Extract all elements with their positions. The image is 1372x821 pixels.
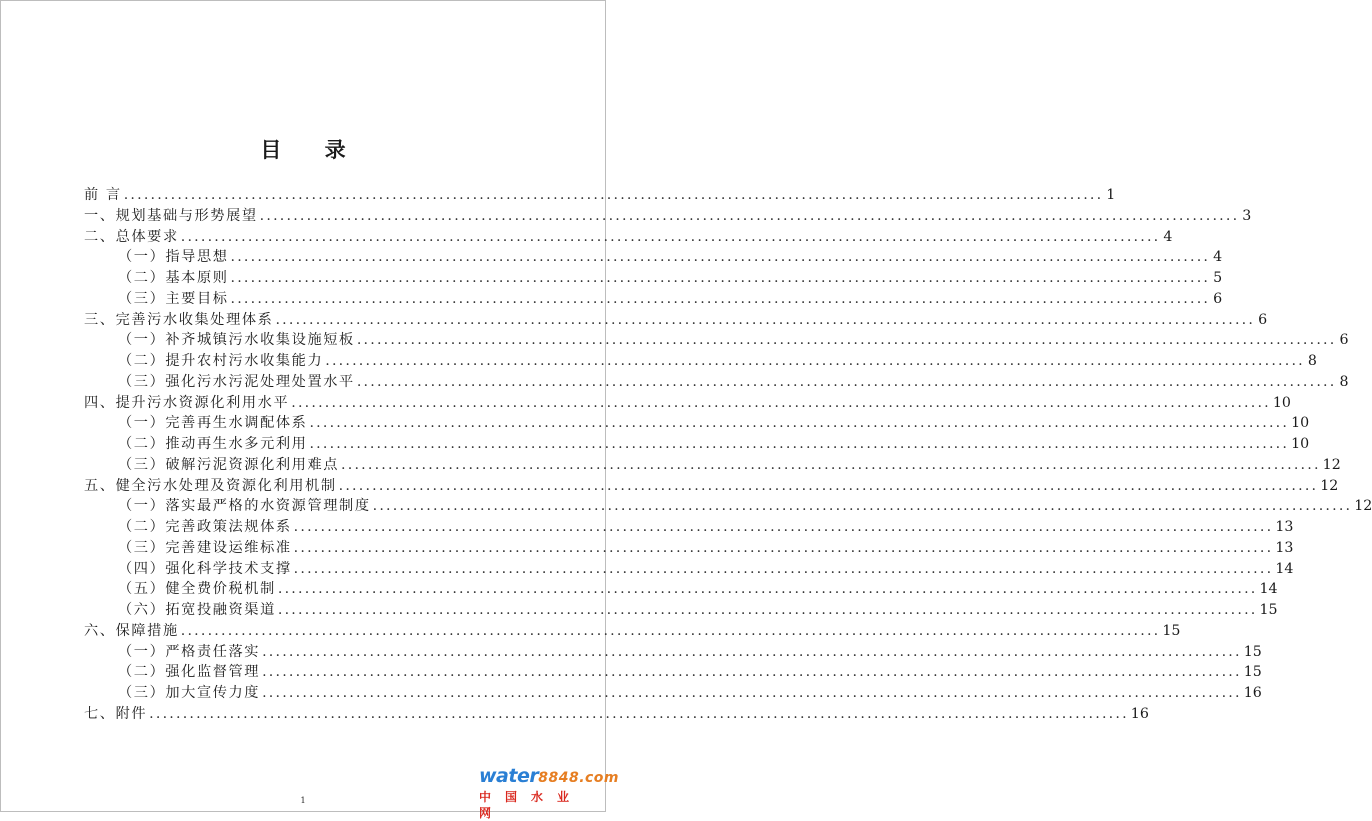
toc-entry-page: 10 [1272, 394, 1291, 411]
toc-leader-dots [357, 374, 1337, 390]
toc-leader-dots [181, 623, 1161, 639]
toc-leader-dots [231, 291, 1211, 307]
toc-entry-label: （三）完善建设运维标准 [118, 539, 292, 556]
logo-number: 8848 [538, 770, 580, 786]
toc-entry-page: 14 [1259, 581, 1278, 598]
toc-entry-label: （三）强化污水污泥处理处置水平 [118, 373, 355, 390]
toc-leader-dots [339, 478, 1319, 494]
toc-entry[interactable] [84, 226, 1173, 247]
toc-entry[interactable] [84, 412, 1310, 433]
toc-leader-dots [231, 270, 1211, 286]
toc-entry-page: 13 [1275, 539, 1294, 556]
toc-entry[interactable] [84, 309, 1268, 330]
toc-leader-dots [294, 519, 1274, 535]
toc-entry-page: 15 [1162, 622, 1181, 639]
toc-entry-page: 16 [1243, 685, 1262, 701]
toc-entry-page: 4 [1163, 228, 1173, 245]
toc-entry-label: （二）强化监督管理 [118, 664, 261, 681]
toc-entry[interactable] [84, 205, 1252, 226]
toc-entry-page: 6 [1213, 290, 1223, 307]
toc-entry-page: 3 [1242, 207, 1252, 224]
toc-leader-dots [278, 602, 1258, 618]
toc-leader-dots [149, 706, 1129, 722]
toc-entry-label: 五、健全污水处理及资源化利用机制 [84, 477, 337, 494]
toc-leader-dots [325, 353, 1305, 369]
toc-entry-label: （一）补齐城镇污水收集设施短板 [118, 332, 355, 349]
toc-entry-label: （一）完善再生水调配体系 [118, 415, 308, 432]
toc-leader-dots [291, 395, 1271, 411]
logo-tagline: 中国水业网 [479, 790, 584, 820]
toc-entry-label: （一）落实最严格的水资源管理制度 [118, 498, 371, 515]
toc-entry-page: 15 [1243, 664, 1262, 681]
toc-entry[interactable] [84, 371, 1349, 392]
toc-entry[interactable] [84, 246, 1223, 267]
toc-leader-dots [262, 685, 1242, 701]
toc-entry[interactable] [84, 267, 1223, 288]
toc-entry[interactable] [84, 558, 1294, 579]
toc-entry-label: （一）严格责任落实 [118, 643, 261, 660]
toc-entry-label: （一）指导思想 [118, 249, 229, 266]
toc-leader-dots [181, 229, 1161, 245]
toc-entry-label: （二）完善政策法规体系 [118, 519, 292, 535]
toc-leader-dots [124, 187, 1104, 203]
toc-entry[interactable] [84, 392, 1291, 413]
logo-wordmark [479, 765, 620, 788]
toc-leader-dots [262, 664, 1242, 680]
toc-entry-page: 6 [1339, 332, 1349, 349]
toc-leader-dots [294, 561, 1274, 577]
toc-entry[interactable] [84, 682, 1262, 703]
toc-entry-page: 13 [1275, 519, 1294, 535]
toc-entry[interactable] [84, 350, 1317, 371]
toc-entry-label: （二）基本原则 [118, 270, 229, 286]
toc-entry-label: 一、规划基础与形势展望 [84, 207, 258, 224]
toc-entry[interactable] [84, 599, 1278, 620]
toc-entry-page: 10 [1291, 415, 1310, 432]
toc-leader-dots [309, 415, 1289, 431]
toc-entry[interactable] [84, 433, 1310, 454]
toc-entry-page: 1 [1106, 187, 1116, 203]
toc-entry-page: 10 [1291, 436, 1310, 452]
toc-leader-dots [373, 498, 1353, 514]
toc-leader-dots [231, 249, 1211, 265]
toc-entry[interactable] [84, 703, 1149, 724]
logo-suffix: .com [579, 770, 620, 786]
toc-entry-label: 二、总体要求 [84, 228, 179, 245]
toc-entry[interactable] [84, 184, 1116, 205]
toc-entry-page: 16 [1130, 705, 1149, 722]
toc-leader-dots [275, 312, 1255, 328]
watermark-logo [479, 765, 620, 821]
toc-entry[interactable] [84, 620, 1181, 641]
toc-leader-dots [262, 644, 1242, 660]
toc-entry-page: 15 [1259, 602, 1278, 618]
toc-title: 目 录 [260, 137, 364, 162]
toc-leader-dots [341, 457, 1321, 473]
toc-entry-page: 8 [1307, 353, 1317, 369]
toc-leader-dots [357, 332, 1337, 348]
toc-entry-page: 5 [1213, 270, 1223, 286]
toc-entry[interactable] [84, 516, 1294, 537]
toc-entry-label: 七、附件 [84, 705, 148, 722]
toc-leader-dots [278, 581, 1258, 597]
toc-entry-page: 12 [1322, 456, 1341, 473]
toc-entry[interactable] [84, 475, 1339, 496]
toc-entry[interactable] [84, 641, 1262, 662]
toc-entry-label: 三、完善污水收集处理体系 [84, 311, 274, 328]
toc-entry[interactable] [84, 661, 1262, 682]
toc-entry[interactable] [84, 495, 1372, 516]
toc-entry-label: 前 言 [84, 187, 122, 203]
toc-entry-label: （二）提升农村污水收集能力 [118, 353, 324, 369]
footer-page-number: 1 [300, 796, 306, 805]
toc-leader-dots [309, 436, 1289, 452]
toc-entry-page: 12 [1354, 498, 1372, 515]
toc-entry-label: 四、提升污水资源化利用水平 [84, 394, 290, 411]
toc-entry-label: 六、保障措施 [84, 622, 179, 639]
toc-entry-page: 4 [1213, 249, 1223, 266]
toc-entry-label: （四）强化科学技术支撑 [118, 560, 292, 577]
toc-leader-dots [260, 208, 1240, 224]
table-of-contents [84, 184, 1372, 724]
toc-entry-label: （五）健全费价税机制 [118, 581, 276, 598]
toc-entry[interactable] [84, 329, 1349, 350]
toc-entry[interactable] [84, 578, 1278, 599]
toc-entry-page: 12 [1320, 477, 1339, 494]
toc-entry[interactable] [84, 454, 1341, 475]
toc-entry-label: （三）主要目标 [118, 290, 229, 307]
toc-entry-page: 6 [1258, 311, 1268, 328]
toc-leader-dots [294, 540, 1274, 556]
logo-word: water [479, 765, 539, 787]
toc-entry-label: （六）拓宽投融资渠道 [118, 602, 276, 618]
toc-entry[interactable] [84, 537, 1294, 558]
toc-entry-page: 15 [1243, 643, 1262, 660]
toc-entry-page: 14 [1275, 560, 1294, 577]
toc-entry-page: 8 [1339, 373, 1349, 390]
toc-entry-label: （三）破解污泥资源化利用难点 [118, 456, 340, 473]
toc-entry-label: （二）推动再生水多元利用 [118, 436, 308, 452]
toc-entry-label: （三）加大宣传力度 [118, 685, 261, 701]
toc-entry[interactable] [84, 288, 1223, 309]
